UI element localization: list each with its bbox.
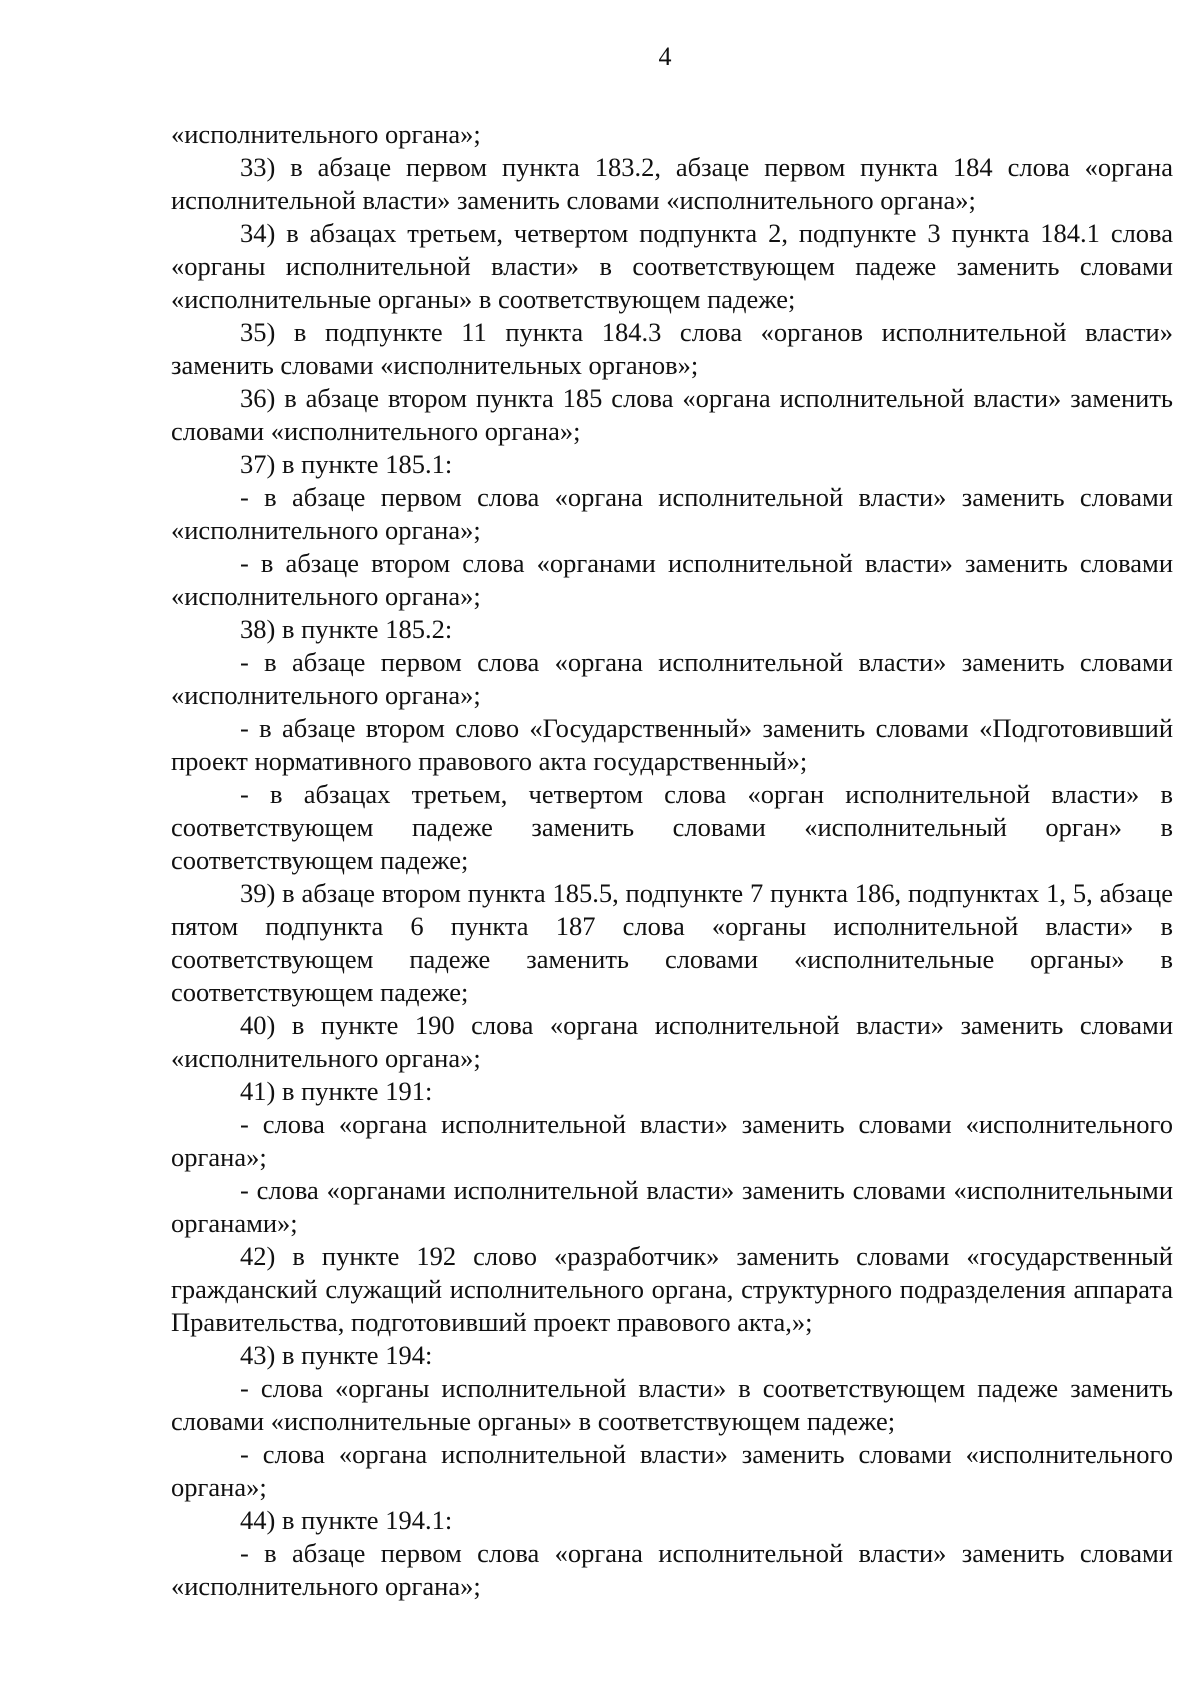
paragraph: - в абзаце первом слова «органа исполнительной власти» заменить словами «исполнительного органа»; (171, 482, 1173, 545)
document-body (171, 118, 1173, 1603)
paragraph: - в абзацах третьем, четвертом слова «орган исполнительной власти» в соответствующем падеже заменить словами «исполнительный орган» в соответствующем падеже; (171, 779, 1173, 875)
paragraph: 43) в пункте 194: (240, 1340, 433, 1370)
paragraph: - в абзаце первом слова «органа исполнительной власти» заменить словами «исполнительного органа»; (171, 1538, 1173, 1601)
paragraph: 36) в абзаце втором пункта 185 слова «органа исполнительной власти» заменить словами «исполнительного органа»; (171, 383, 1173, 446)
paragraph: - слова «органа исполнительной власти» заменить словами «исполнительного органа»; (171, 1439, 1173, 1502)
paragraph: 42) в пункте 192 слово «разработчик» заменить словами «государственный гражданский служащий исполнительного органа, структурного подразделения аппарата Правительства, подготовивший проект правового акта,»; (171, 1241, 1173, 1337)
paragraph: 38) в пункте 185.2: (240, 614, 453, 644)
paragraph: 40) в пункте 190 слова «органа исполнительной власти» заменить словами «исполнительного органа»; (171, 1010, 1173, 1073)
paragraph: «исполнительного органа»; (171, 119, 481, 149)
paragraph: - слова «органа исполнительной власти» заменить словами «исполнительного органа»; (171, 1109, 1173, 1172)
paragraph: - в абзаце втором слово «Государственный» заменить словами «Подготовивший проект нормативного правового акта государственный»; (171, 713, 1173, 776)
paragraph: 37) в пункте 185.1: (240, 449, 453, 479)
paragraph: 35) в подпункте 11 пункта 184.3 слова «органов исполнительной власти» заменить словами «исполнительных органов»; (171, 317, 1173, 380)
paragraph: 41) в пункте 191: (240, 1076, 433, 1106)
paragraph: - в абзаце втором слова «органами исполнительной власти» заменить словами «исполнительного органа»; (171, 548, 1173, 611)
paragraph: 34) в абзацах третьем, четвертом подпункта 2, подпункте 3 пункта 184.1 слова «органы исполнительной власти» в соответствующем падеже заменить словами «исполнительные органы» в соответствующем падеже; (171, 218, 1173, 314)
paragraph: - слова «органы исполнительной власти» в соответствующем падеже заменить словами «исполнительные органы» в соответствующем падеже; (171, 1373, 1173, 1436)
paragraph: 44) в пункте 194.1: (240, 1505, 453, 1535)
paragraph: - в абзаце первом слова «органа исполнительной власти» заменить словами «исполнительного органа»; (171, 647, 1173, 710)
paragraph: 39) в абзаце втором пункта 185.5, подпункте 7 пункта 186, подпунктах 1, 5, абзаце пятом подпункта 6 пункта 187 слова «органы исполнительной власти» в соответствующем падеже заменить словами «исполнительные органы» в соответствующем падеже; (171, 878, 1173, 1007)
page-number: 4 (658, 42, 672, 71)
paragraph: 33) в абзаце первом пункта 183.2, абзаце первом пункта 184 слова «органа исполнительной власти» заменить словами «исполнительного органа»; (171, 152, 1173, 215)
paragraph: - слова «органами исполнительной власти» заменить словами «исполнительными органами»; (171, 1175, 1173, 1238)
